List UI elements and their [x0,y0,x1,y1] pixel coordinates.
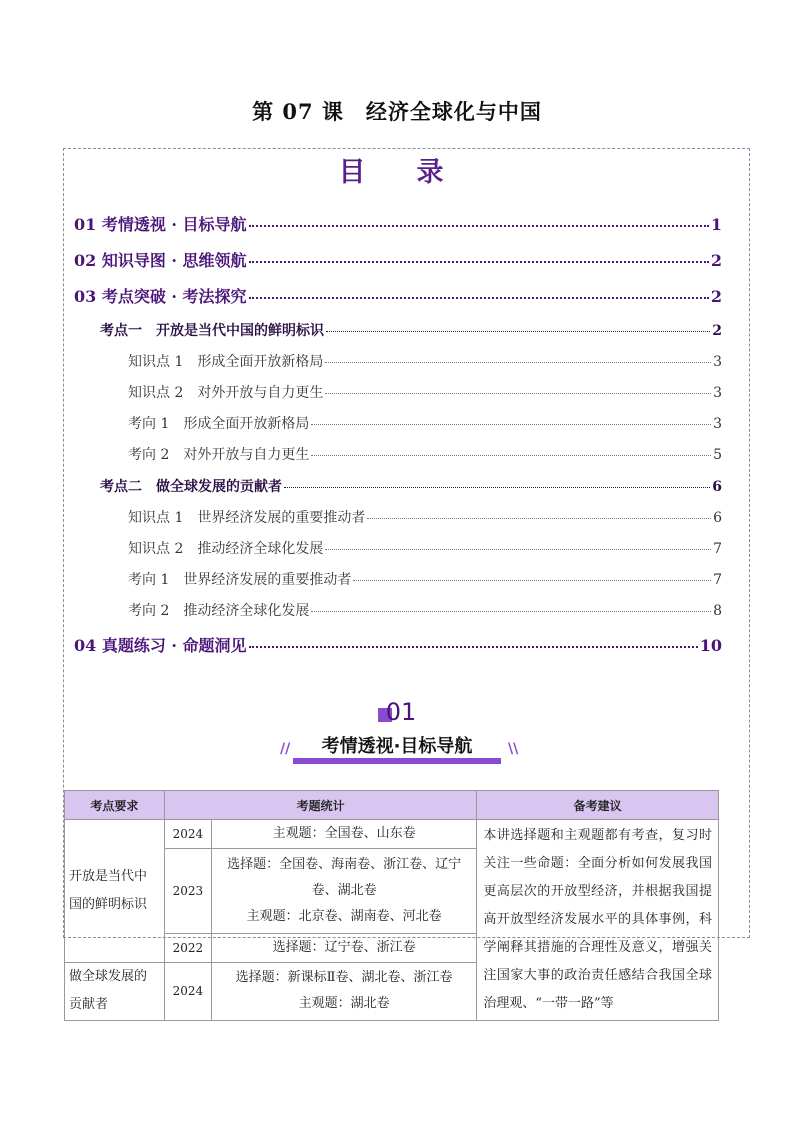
section-title: 考情透视·目标导航 [293,732,501,764]
toc-entry[interactable]: 知识点 1 形成全面开放新格局 3 [128,354,722,370]
advice-cell: 本讲选择题和主观题都有考查，复习时关注一些命题：全面分析如何发展我国更高层次的开放型经济，并根据我国提高开放型经济发展水平的具体事例，科学阐释其措施的合理性及意义，增强关注国家大事的政治责任感结合我国全球治理观、“一带一路”等 [477,820,719,1021]
toc-entry[interactable]: 01 考情透视 · 目标导航 1 [74,215,722,234]
header-statistics: 考题统计 [164,791,477,820]
year-cell: 2023 [164,848,211,934]
stats-cell: 主观题：全国卷、山东卷 [211,820,477,849]
toc-entry[interactable]: 考向 1 形成全面开放新格局 3 [128,416,722,432]
toc-entry[interactable]: 考向 2 对外开放与自力更生 5 [128,447,722,463]
topic-cell: 开放是当代中国的鲜明标识 [65,820,165,963]
toc-entry[interactable]: 考向 2 推动经济全球化发展 8 [128,603,722,619]
toc-entry[interactable]: 考向 1 世界经济发展的重要推动者 7 [128,572,722,588]
stats-cell: 选择题：全国卷、海南卷、浙江卷、辽宁卷、湖北卷 主观题：北京卷、湖南卷、河北卷 [211,848,477,934]
toc-entry[interactable]: 考点二 做全球发展的贡献者 6 [100,479,722,495]
exam-table [64,790,719,1021]
toc-entry[interactable]: 04 真题练习 · 命题洞见 10 [74,636,722,655]
toc-heading: 目 录 [338,157,456,188]
toc-entry[interactable]: 考点一 开放是当代中国的鲜明标识 2 [100,323,722,339]
year-cell: 2022 [164,934,211,963]
toc-entry[interactable]: 02 知识导图 · 思维领航 2 [74,251,722,270]
document-title: 第 07 课 经济全球化与中国 [252,99,542,124]
header-advice: 备考建议 [477,791,719,820]
section-number: 01 [0,698,794,726]
toc-entry[interactable]: 知识点 2 推动经济全球化发展 7 [128,541,722,557]
year-cell: 2024 [164,962,211,1020]
year-cell: 2024 [164,820,211,849]
stats-cell: 选择题：辽宁卷、浙江卷 [211,934,477,963]
stats-cell: 选择题：新课标Ⅱ卷、湖北卷、浙江卷 主观题：湖北卷 [211,962,477,1020]
deco-slash-left: // [280,741,291,757]
toc-entry[interactable]: 03 考点突破 · 考法探究 2 [74,287,722,306]
toc-entry[interactable]: 知识点 2 对外开放与自力更生 3 [128,385,722,401]
toc-entry[interactable]: 知识点 1 世界经济发展的重要推动者 6 [128,510,722,526]
topic-cell: 做全球发展的贡献者 [65,962,165,1020]
deco-slash-right: \\ [508,741,519,757]
header-requirement: 考点要求 [65,791,165,820]
